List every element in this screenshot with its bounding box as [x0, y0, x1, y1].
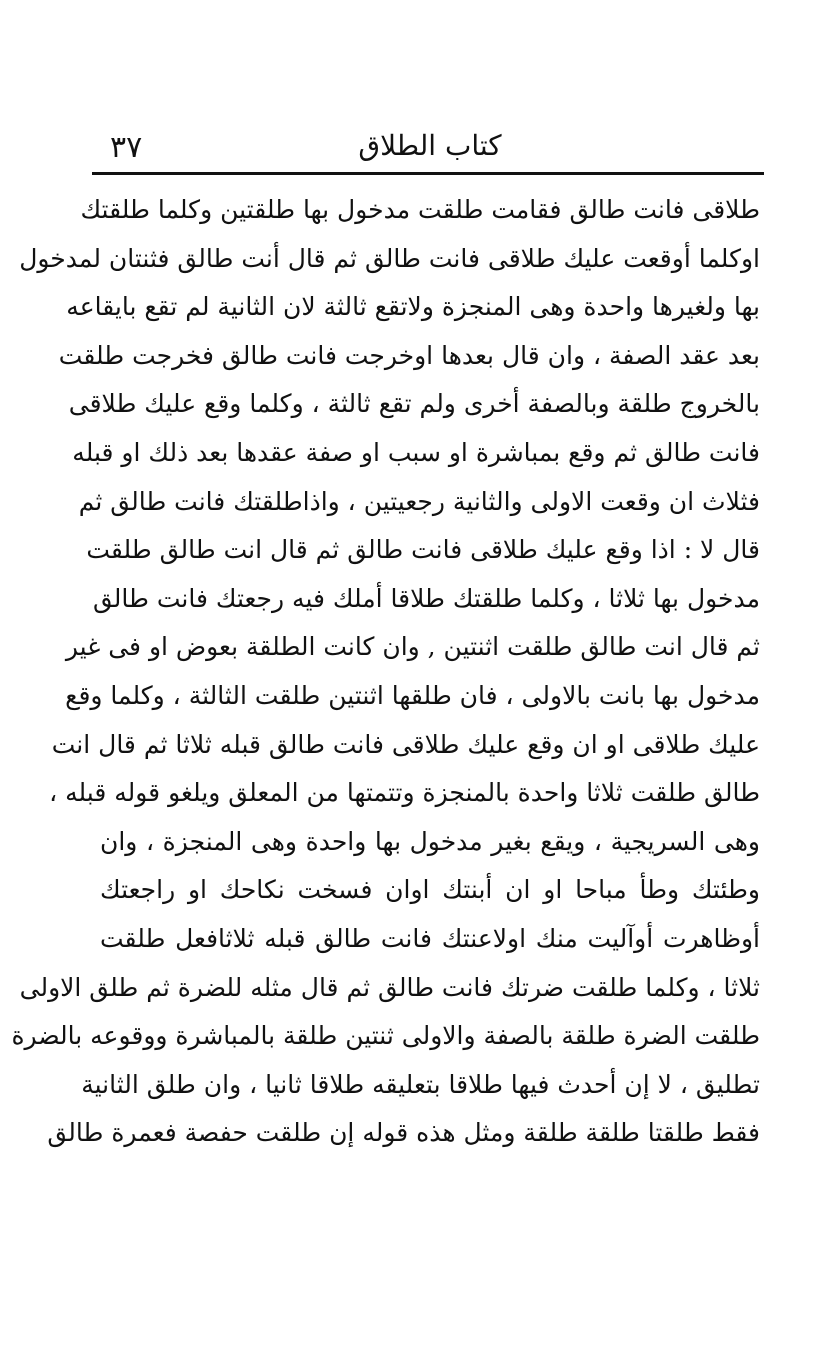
text-line: وهى السريجية ، ويقع بغير مدخول بها واحدة وهى المنجزة ، وان: [100, 826, 760, 856]
text-line: اوكلما أوقعت عليك طلاقى فانت طالق ثم قال أنت طالق فثنتان لمدخول: [19, 243, 760, 273]
text-line: طلاقى فانت طالق فقامت طلقت مدخول بها طلقتين وكلما طلقتك: [80, 195, 760, 224]
text-line: أوظاهرت أوآليت منك اولاعنتك فانت طالق قبله ثلاثافعل طلقت: [100, 923, 760, 953]
header-rule: [92, 172, 764, 175]
text-line: تطليق ، لا إن أحدث فيها طلاقا بتعليقه طلاقا ثانيا ، وان طلق الثانية: [81, 1069, 760, 1099]
text-line: فثلاث ان وقعت الاولى والثانية رجعيتين ، واذاطلقتك فانت طالق ثم: [78, 486, 760, 516]
body-text: [11, 186, 760, 1158]
text-line: بعد عقد الصفة ، وان قال بعدها اوخرجت فانت طالق فخرجت طلقت: [58, 340, 760, 370]
text-line: ثم قال انت طالق طلقت اثنتين , وان كانت الطلقة بعوض او فى غير: [65, 632, 760, 662]
book-title: كتاب الطلاق: [358, 129, 502, 162]
running-head: [100, 120, 760, 170]
text-line: طالق طلقت ثلاثا واحدة بالمنجزة وتتمتها من المعلق ويلغو قوله قبله ،: [49, 778, 760, 808]
text-line: عليك طلاقى او ان وقع عليك طلاقى فانت طالق قبله ثلاثا ثم قال انت: [51, 729, 760, 759]
text-line: فقط طلقتا طلقة طلقة ومثل هذه قوله إن طلقت حفصة فعمرة طالق: [47, 1118, 760, 1148]
text-line: مدخول بها ثلاثا ، وكلما طلقتك طلاقا أملك فيه رجعتك فانت طالق: [92, 583, 760, 613]
page-number: ٣٧: [110, 130, 143, 165]
text-line: بها ولغيرها واحدة وهى المنجزة ولاتقع ثالثة لان الثانية لم تقع بايقاعه: [66, 292, 760, 322]
text-line: مدخول بها بانت بالاولى ، فان طلقها اثنتين طلقت الثالثة ، وكلما وقع: [65, 680, 760, 710]
text-line: وطئتك وطأ مباحا او ان أبنتك اوان فسخت نكاحك او راجعتك: [100, 875, 760, 905]
text-line: فانت طالق ثم وقع بمباشرة او سبب او صفة عقدها بعد ذلك او قبله: [72, 437, 760, 467]
text-line: ثلاثا ، وكلما طلقت ضرتك فانت طالق ثم قال مثله للضرة ثم طلق الاولى: [19, 972, 760, 1002]
text-line: قال لا : اذا وقع عليك طلاقى فانت طالق ثم قال انت طالق طلقت: [86, 535, 760, 565]
text-line: بالخروج طلقة وبالصفة أخرى ولم تقع ثالثة ، وكلما وقع عليك طلاقى: [68, 389, 760, 419]
text-line: طلقت الضرة طلقة بالصفة والاولى ثنتين طلقة بالمباشرة ووقوعه بالضرة: [11, 1021, 760, 1051]
